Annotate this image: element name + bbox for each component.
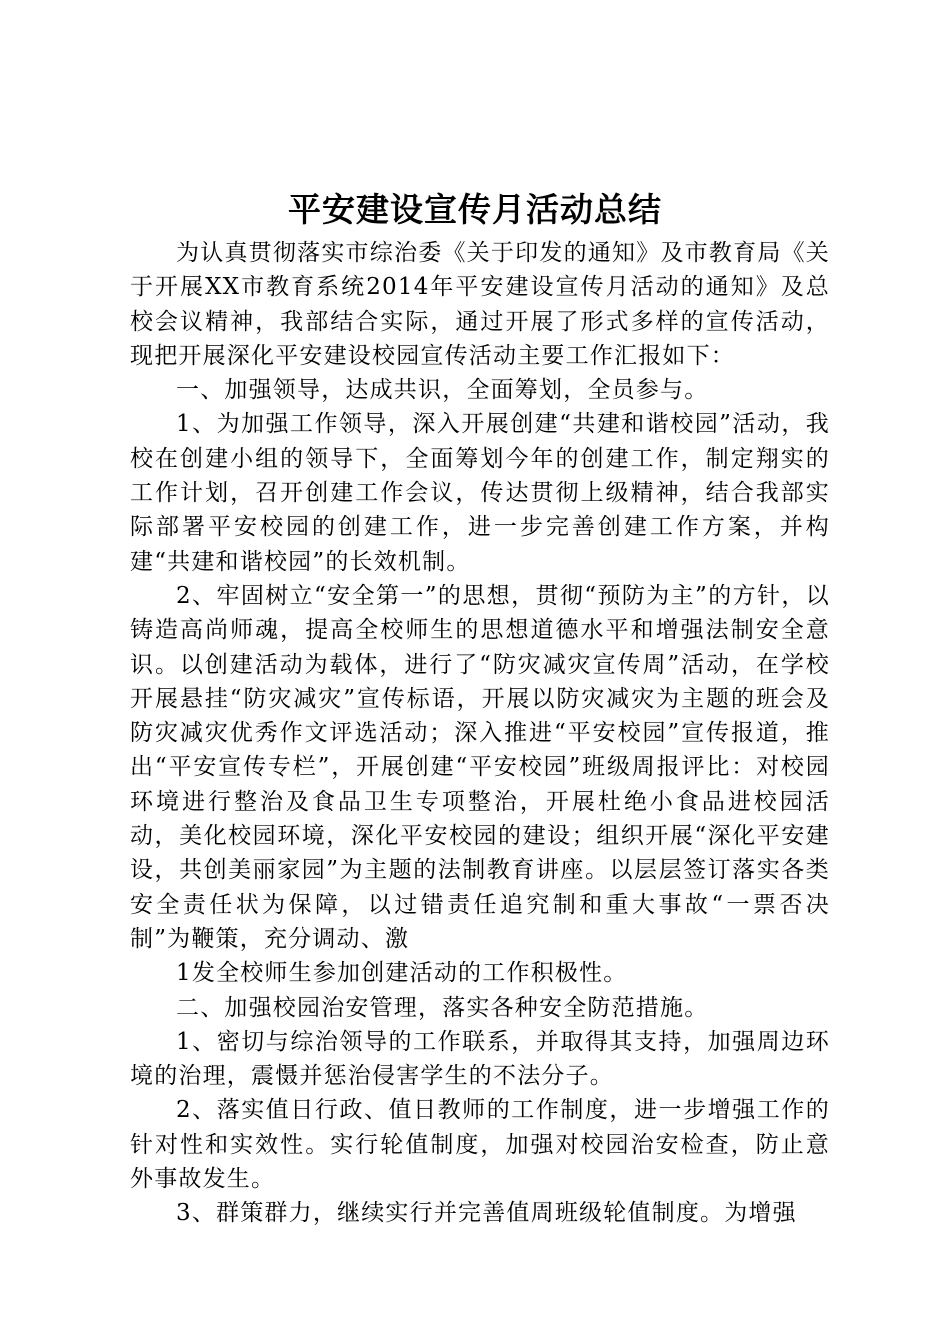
document-title: 平安建设宣传月活动总结: [288, 190, 662, 229]
paragraph-2-2: 2、落实值日行政、值日教师的工作制度，进一步增强工作的针对性和实效性。实行轮值制度，加强对校园治安检查，防止意外事故发生。: [130, 1097, 830, 1193]
paragraph-1-1: 1、为加强工作领导，深入开展创建“共建和谐校园”活动，我校在创建小组的领导下，全面筹划今年的创建工作，制定翔实的工作计划，召开创建工作会议，传达贯彻上级精神，结合我部实际部署平安校园的创建工作，进一步完善创建工作方案，并构建“共建和谐校园”的长效机制。: [130, 411, 830, 575]
paragraph-intro: 为认真贯彻落实市综治委《关于印发的通知》及市教育局《关于开展XX市教育系统2014年平安建设宣传月活动的通知》及总校会议精神，我部结合实际，通过开展了形式多样的宣传活动，现把开展深化平安建设校园宣传活动主要工作汇报如下：: [130, 240, 830, 369]
paragraph-2-1: 1、密切与综治领导的工作联系，并取得其支持，加强周边环境的治理，震慑并惩治侵害学生的不法分子。: [130, 1028, 830, 1090]
section-heading-2: 二、加强校园治安管理，落实各种安全防范措施。: [176, 994, 709, 1021]
paragraph-continuation: 1发全校师生参加创建活动的工作积极性。: [176, 960, 628, 987]
paragraph-1-2: 2、牢固树立“安全第一”的思想，贯彻“预防为主”的方针，以铸造高尚师魂，提高全校师生的思想道德水平和增强法制安全意识。以创建活动为载体，进行了“防灾减灾宣传周”活动，在学校开展悬挂“防灾减灾”宣传标语，开展以防灾减灾为主题的班会及防灾减灾优秀作文评选活动；深入推进“平安校园”宣传报道，推出“平安宣传专栏”，开展创建“平安校园”班级周报评比：对校园环境进行整治及食品卫生专项整治，开展杜绝小食品进校园活动，美化校园环境，深化平安校园的建设；组织开展“深化平安建设，共创美丽家园”为主题的法制教育讲座。以层层签订落实各类安全责任状为保障，以过错责任追究制和重大事故“一票否决制”为鞭策，充分调动、激: [130, 582, 830, 952]
paragraph-2-3: 3、群策群力，继续实行并完善值周班级轮值制度。为增强: [176, 1200, 797, 1227]
document-body: [130, 236, 830, 1231]
section-heading-1: 一、加强领导，达成共识，全面筹划，全员参与。: [176, 377, 709, 404]
